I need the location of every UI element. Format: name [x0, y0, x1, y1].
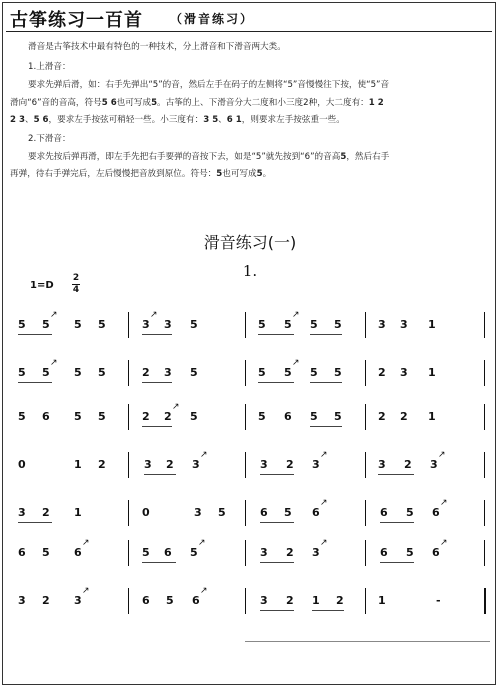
score-note: 1 [74, 506, 82, 519]
beat-underline [380, 562, 414, 563]
beat-underline [142, 382, 172, 383]
beat-underline [142, 334, 172, 335]
score-note: 3 [260, 458, 268, 471]
score-note: 5 [74, 366, 82, 379]
score-note: 3 [260, 594, 268, 607]
score-note: 6 [18, 546, 26, 559]
bar-line [128, 312, 129, 338]
score-note: 5 [406, 506, 414, 519]
score-note: 5 [74, 410, 82, 423]
score-row [0, 452, 500, 476]
score-note: 6 [432, 506, 440, 519]
score-note: 3 [194, 506, 202, 519]
slide-up-mark: ↗ [198, 538, 206, 548]
score-note: 3 [312, 458, 320, 471]
score-note: 2 [42, 506, 50, 519]
bar-line [365, 360, 366, 386]
score-note: 6 [142, 594, 150, 607]
example-23: 2 3 [10, 115, 25, 125]
score-note: 6 [432, 546, 440, 559]
slide-up-mark: ↗ [150, 310, 158, 320]
score-note: 2 [164, 410, 172, 423]
bar-line [128, 588, 129, 614]
beat-underline [142, 426, 172, 427]
intro-paragraph-2a: 要求先弹后滑，如：右手先弹出“5”的音，然后左手在码子的左侧将“5”音慢慢往下按，使“5”音 [28, 80, 390, 90]
score-note: 6 [74, 546, 82, 559]
score-note: 2 [142, 366, 150, 379]
bar-line [365, 500, 366, 526]
score-note: 5 [258, 366, 266, 379]
score-note: 6 [42, 410, 50, 423]
bar-line [484, 452, 485, 478]
score-note: 1 [74, 458, 82, 471]
bar-line [245, 404, 246, 430]
bar-line [128, 452, 129, 478]
score-note: 5 [98, 318, 106, 331]
heading-upward-slide: 1.上滑音： [28, 62, 71, 72]
beat-underline [18, 522, 52, 523]
score-note: 6 [192, 594, 200, 607]
score-note: 3 [378, 318, 386, 331]
score-note: 5 [18, 410, 26, 423]
score-note: 1 [428, 366, 436, 379]
exercise-number: 1. [242, 262, 258, 280]
score-note: 5 [310, 318, 318, 331]
score-note: 5 [190, 546, 198, 559]
beat-underline [258, 334, 294, 335]
slide-up-mark: ↗ [320, 498, 328, 508]
score-row [0, 500, 500, 524]
slide-up-mark: ↗ [440, 538, 448, 548]
key-signature: 1=D [30, 280, 54, 291]
score-note: 5 [142, 546, 150, 559]
score-note: 5 [258, 318, 266, 331]
bar-line [484, 588, 486, 614]
slide-symbol-5: 5 [151, 98, 158, 108]
slide-up-mark: ↗ [320, 538, 328, 548]
score-note: 5 [98, 410, 106, 423]
slide-up-mark: ↗ [172, 402, 180, 412]
score-note: 2 [336, 594, 344, 607]
slide-up-mark: ↗ [440, 498, 448, 508]
bar-line [365, 540, 366, 566]
bar-line [128, 404, 129, 430]
example-35: 3 5 [203, 115, 219, 125]
score-note: 5 [98, 366, 106, 379]
beat-underline [144, 474, 176, 475]
score-note: 5 [166, 594, 174, 607]
beat-underline [260, 474, 294, 475]
bar-line [245, 588, 246, 614]
slide-up-mark: ↗ [438, 450, 446, 460]
beat-underline [18, 334, 52, 335]
beat-underline [260, 562, 294, 563]
score-row [0, 360, 500, 384]
score-note: 3 [192, 458, 200, 471]
score-note: 5 [42, 318, 50, 331]
bar-line [365, 452, 366, 478]
example-12: 1 2 [368, 98, 384, 108]
bar-line [245, 312, 246, 338]
score-note: 5 [42, 546, 50, 559]
score-note: 6 [284, 410, 292, 423]
score-note: 3 [400, 366, 408, 379]
down-slide-symbol-a: 5 [216, 169, 223, 179]
score-note: 3 [260, 546, 268, 559]
score-note: 3 [400, 318, 408, 331]
score-note: 3 [18, 506, 26, 519]
score-note: 5 [74, 318, 82, 331]
score-note: 6 [380, 506, 388, 519]
beat-underline [260, 522, 294, 523]
beat-underline [142, 562, 176, 563]
section-title: 滑音练习(一) [203, 233, 297, 252]
beat-underline [312, 610, 344, 611]
beat-underline [310, 382, 342, 383]
score-note: 2 [286, 594, 294, 607]
page-title: 古筝练习一百首 [10, 10, 143, 31]
score-note: 3 [312, 546, 320, 559]
beat-underline [260, 610, 294, 611]
score-note: 1 [378, 594, 386, 607]
score-note: 2 [286, 546, 294, 559]
score-note: 3 [144, 458, 152, 471]
intro-paragraph-2b: 滑向“6”音的音高，符号5 6也可写成5。古筝的上、下滑音分大二度和小三度2种，大二度有：1 2 [10, 98, 384, 108]
score-note: 6 [380, 546, 388, 559]
slide-up-mark: ↗ [82, 538, 90, 548]
score-note: 6 [312, 506, 320, 519]
score-note: 5 [284, 318, 292, 331]
score-note: 3 [18, 594, 26, 607]
score-note: 5 [406, 546, 414, 559]
score-note: 5 [18, 366, 26, 379]
bar-line [484, 360, 485, 386]
beat-underline [310, 334, 342, 335]
bar-line [484, 312, 485, 338]
score-note: 1 [428, 410, 436, 423]
score-note: 3 [74, 594, 82, 607]
slide-up-mark: ↗ [292, 310, 300, 320]
intro-paragraph-3a: 要求先按后弹再滑，即左手先把右手要弹的音按下去，如是“5”就先按到“6”的音高5，然后右手 [28, 152, 390, 162]
score-note: 5 [310, 366, 318, 379]
beat-underline [18, 382, 52, 383]
beat-underline [378, 474, 414, 475]
bar-line [484, 540, 485, 566]
score-note: 3 [378, 458, 386, 471]
bar-line [128, 540, 129, 566]
score-row [0, 540, 500, 564]
score-note: 5 [334, 318, 342, 331]
score-note: 3 [142, 318, 150, 331]
score-note: 0 [142, 506, 150, 519]
bar-line [484, 500, 485, 526]
intro-paragraph-3b: 再弹，待右手弹完后，左后慢慢把音放到原位。符号：5也可写成5。 [10, 169, 272, 179]
bar-line [128, 500, 129, 526]
slide-up-mark: ↗ [200, 450, 208, 460]
score-note: 2 [166, 458, 174, 471]
score-note: 5 [190, 410, 198, 423]
score-note: 2 [286, 458, 294, 471]
beat-underline [310, 426, 342, 427]
bar-line [365, 404, 366, 430]
score-note: 5 [284, 366, 292, 379]
score-note: 6 [260, 506, 268, 519]
intro-paragraph-2c: 2 3、5 6，要求左手按弦可稍轻一些。小三度有：3 5、6 1，则要求左手按弦重一些。 [10, 115, 345, 125]
score-note: 3 [164, 318, 172, 331]
slide-symbol-56: 5 6 [101, 98, 117, 108]
title-divider [6, 31, 492, 32]
heading-downward-slide: 2.下滑音： [28, 134, 71, 144]
score-note: 5 [310, 410, 318, 423]
score-row [0, 588, 500, 612]
score-note: 1 [428, 318, 436, 331]
score-note: 5 [190, 366, 198, 379]
score-note: 6 [164, 546, 172, 559]
slide-up-mark: ↗ [200, 586, 208, 596]
score-note: 1 [312, 594, 320, 607]
down-slide-symbol-5: 5 [340, 152, 347, 162]
time-signature: 2 4 [72, 273, 80, 295]
bar-line [245, 540, 246, 566]
down-slide-symbol-b: 5 [256, 169, 263, 179]
score-note: 2 [404, 458, 412, 471]
score-note: 5 [18, 318, 26, 331]
score-note: 5 [334, 410, 342, 423]
example-56: 5 6 [33, 115, 49, 125]
score-note: 5 [258, 410, 266, 423]
score-note: 5 [284, 506, 292, 519]
score-note: 3 [164, 366, 172, 379]
score-row [0, 312, 500, 336]
score-note: 2 [98, 458, 106, 471]
footer-rule [245, 641, 490, 642]
score-note: 2 [378, 410, 386, 423]
bar-line [365, 588, 366, 614]
bar-line [245, 500, 246, 526]
bar-line [245, 360, 246, 386]
score-note: 5 [334, 366, 342, 379]
score-note: 2 [400, 410, 408, 423]
score-note: 5 [218, 506, 226, 519]
beat-underline [380, 522, 414, 523]
example-61: 6 1 [226, 115, 242, 125]
score-note: 5 [190, 318, 198, 331]
score-note: 3 [430, 458, 438, 471]
bar-line [128, 360, 129, 386]
beat-underline [258, 382, 294, 383]
score-note: 5 [42, 366, 50, 379]
bar-line [484, 404, 485, 430]
bar-line [365, 312, 366, 338]
score-note: 2 [142, 410, 150, 423]
page-subtitle: （滑音练习） [170, 12, 255, 26]
score-note: - [436, 594, 441, 607]
score-row [0, 404, 500, 428]
slide-up-mark: ↗ [82, 586, 90, 596]
slide-up-mark: ↗ [50, 310, 58, 320]
score-note: 2 [42, 594, 50, 607]
slide-up-mark: ↗ [292, 358, 300, 368]
score-note: 0 [18, 458, 26, 471]
intro-paragraph-1: 滑音是古筝技术中最有特色的一种技术，分上滑音和下滑音两大类。 [28, 42, 286, 52]
bar-line [245, 452, 246, 478]
score-note: 2 [378, 366, 386, 379]
slide-up-mark: ↗ [320, 450, 328, 460]
slide-up-mark: ↗ [50, 358, 58, 368]
